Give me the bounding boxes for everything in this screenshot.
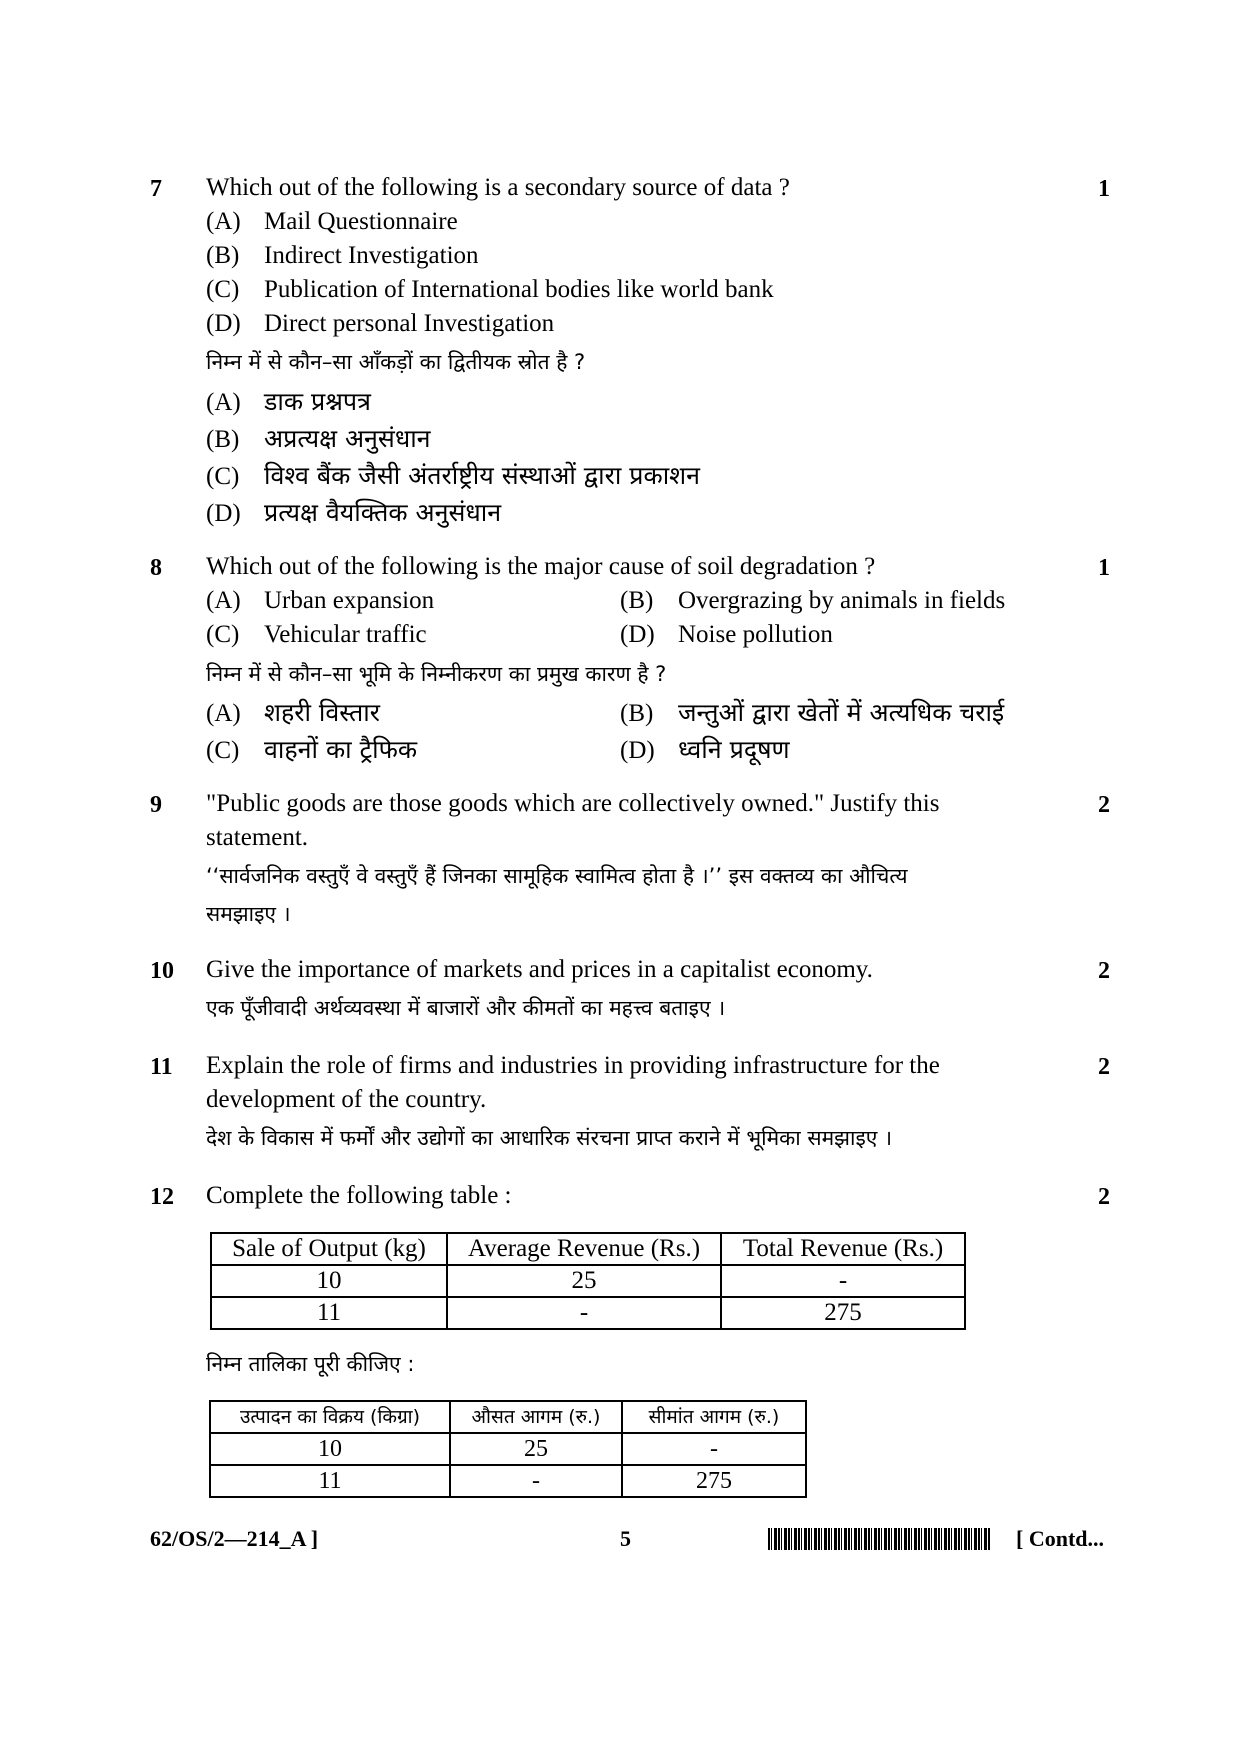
- table-row: [211, 1265, 965, 1297]
- table-cell: -: [721, 1265, 965, 1297]
- continued-label: [ Contd...: [1016, 1526, 1105, 1551]
- table-header: उत्पादन का विक्रय (किग्रा): [210, 1401, 450, 1433]
- question-marks: 2: [1098, 958, 1110, 984]
- option-b-hi: (B) अप्रत्यक्ष अनुसंधान: [206, 424, 431, 453]
- question-text-en: Give the importance of markets and prices in a capitalist economy.: [206, 956, 873, 983]
- option-a-en: (A) Urban expansion: [206, 587, 435, 614]
- question-text-en-cont: development of the country.: [206, 1086, 487, 1113]
- question-text-hi: निम्न में से कौन–सा आँकड़ों का द्वितीयक स्रोत है ?: [206, 350, 586, 374]
- revenue-table-en: [210, 1232, 966, 1330]
- revenue-table-hi: [209, 1400, 807, 1498]
- option-b-en: (B) Indirect Investigation: [206, 242, 479, 269]
- question-marks: 1: [1098, 555, 1110, 581]
- table-cell: 11: [210, 1465, 450, 1497]
- question-text-hi: एक पूँजीवादी अर्थव्यवस्था में बाजारों और कीमतों का महत्त्व बताइए ।: [206, 996, 726, 1020]
- question-text-en: "Public goods are those goods which are collectively owned." Justify this: [206, 790, 940, 817]
- question-marks: 1: [1098, 176, 1110, 202]
- option-c-en: (C) Vehicular traffic: [206, 621, 427, 648]
- question-text-hi: देश के विकास में फर्मों और उद्योगों का आधारिक संरचना प्राप्त कराने में भूमिका समझाइए ।: [206, 1126, 893, 1150]
- question-text-en: Which out of the following is a secondary source of data ?: [206, 174, 790, 201]
- table-cell: 10: [210, 1433, 450, 1465]
- table-header: Average Revenue (Rs.): [447, 1233, 721, 1265]
- table-row: [211, 1297, 965, 1329]
- question-text-en: Complete the following table :: [206, 1182, 512, 1209]
- paper-code: 62/OS/2—214_A ]: [150, 1526, 319, 1551]
- option-d-en: (D) Direct personal Investigation: [206, 310, 555, 337]
- table-cell: 275: [721, 1297, 965, 1329]
- barcode-icon: [768, 1528, 990, 1550]
- question-number: 9: [150, 792, 162, 818]
- question-number: 10: [150, 958, 174, 984]
- table-row: [210, 1433, 806, 1465]
- option-c-hi: (C) वाहनों का ट्रैफिक: [206, 735, 418, 764]
- table-header: Sale of Output (kg): [211, 1233, 447, 1265]
- option-d-hi: (D) ध्वनि प्रदूषण: [620, 735, 790, 764]
- question-marks: 2: [1098, 1054, 1110, 1080]
- option-b-hi: (B) जन्तुओं द्वारा खेतों में अत्यधिक चराई: [620, 698, 1005, 727]
- table-row: [210, 1465, 806, 1497]
- question-text-en: Explain the role of firms and industries in providing infrastructure for the: [206, 1052, 940, 1079]
- question-text-hi: निम्न में से कौन–सा भूमि के निम्नीकरण का प्रमुख कारण है ?: [206, 662, 667, 686]
- question-text-hi-cont: समझाइए ।: [206, 902, 291, 926]
- question-text-hi: ‘‘सार्वजनिक वस्तुएँ वे वस्तुएँ हैं जिनका सामूहिक स्वामित्व होता है ।’’ इस वक्तव्य का औचित्य: [206, 864, 908, 888]
- question-marks: 2: [1098, 792, 1110, 818]
- table-cell: 275: [622, 1465, 806, 1497]
- question-number: 11: [150, 1054, 173, 1080]
- question-number: 8: [150, 555, 162, 581]
- table-header: सीमांत आगम (रु.): [622, 1401, 806, 1433]
- table-header: औसत आगम (रु.): [450, 1401, 622, 1433]
- question-text-hi: निम्न तालिका पूरी कीजिए :: [206, 1352, 415, 1376]
- table-cell: 25: [450, 1433, 622, 1465]
- question-text-en: Which out of the following is the major cause of soil degradation ?: [206, 553, 876, 580]
- table-cell: -: [447, 1297, 721, 1329]
- table-header: Total Revenue (Rs.): [721, 1233, 965, 1265]
- question-marks: 2: [1098, 1184, 1110, 1210]
- question-number: 12: [150, 1184, 174, 1210]
- table-cell: -: [622, 1433, 806, 1465]
- table-cell: 25: [447, 1265, 721, 1297]
- table-cell: 11: [211, 1297, 447, 1329]
- option-a-hi: (A) शहरी विस्तार: [206, 698, 380, 727]
- table-cell: 10: [211, 1265, 447, 1297]
- option-b-en: (B) Overgrazing by animals in fields: [620, 587, 1006, 614]
- question-number: 7: [150, 176, 162, 202]
- table-header-row: [210, 1401, 806, 1433]
- table-cell: -: [450, 1465, 622, 1497]
- option-a-hi: (A) डाक प्रश्नपत्र: [206, 387, 371, 416]
- option-d-hi: (D) प्रत्यक्ष वैयक्तिक अनुसंधान: [206, 498, 502, 527]
- option-d-en: (D) Noise pollution: [620, 621, 833, 648]
- question-text-en-cont: statement.: [206, 824, 309, 851]
- option-c-hi: (C) विश्व बैंक जैसी अंतर्राष्ट्रीय संस्थाओं द्वारा प्रकाशन: [206, 461, 701, 490]
- page-number: 5: [620, 1526, 631, 1551]
- option-a-en: (A) Mail Questionnaire: [206, 208, 458, 235]
- table-header-row: [211, 1233, 965, 1265]
- option-c-en: (C) Publication of International bodies like world bank: [206, 276, 774, 303]
